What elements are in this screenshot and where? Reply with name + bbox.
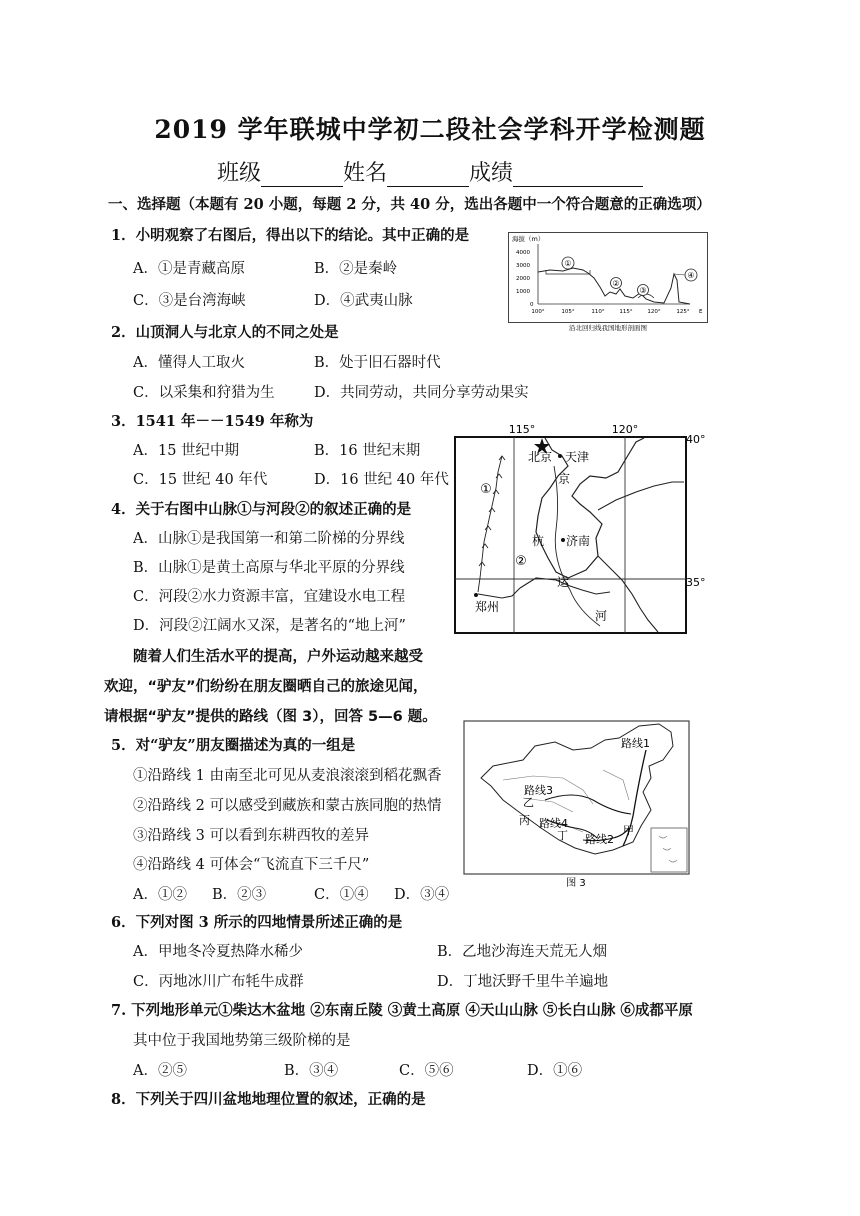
q6-stem: 6．下列对图 3 所示的四地情景所述正确的是: [111, 914, 403, 931]
china-routes-map: [463, 720, 713, 890]
profile-xtick-120: 120°: [647, 309, 661, 315]
q2-option-c[interactable]: C．以采集和狩猎为生: [133, 385, 275, 401]
q5-statement-2: ②沿路线 2 可以感受到藏族和蒙古族同胞的热情: [133, 798, 442, 814]
q5-option-c[interactable]: C．①④: [314, 887, 369, 903]
profile-marker-1-label: ①: [564, 259, 572, 268]
q6-option-a[interactable]: A．甲地冬冷夏热降水稀少: [133, 944, 303, 960]
map-label-hang: 杭: [532, 534, 545, 548]
name-label: 姓名: [342, 161, 387, 186]
profile-y-label: 海拔（m）: [512, 235, 545, 243]
q3-option-a[interactable]: A．15 世纪中期: [133, 443, 240, 459]
q4-option-b[interactable]: B．山脉①是黄土高原与华北平原的分界线: [133, 560, 405, 576]
map-lon-115: 115°: [508, 423, 536, 436]
profile-ytick-2000: 2000: [516, 276, 530, 282]
profile-xtick-115: 115°: [619, 309, 633, 315]
south-sea-inset: [651, 828, 687, 872]
profile-xtick-110: 110°: [591, 309, 605, 315]
map-lon-120: 120°: [611, 423, 639, 436]
profile-marker-3-label: ③: [639, 286, 647, 295]
narrative-line-1: 随着人们生活水平的提高，户外运动越来越受: [133, 649, 423, 665]
profile-ytick-3000: 3000: [516, 263, 530, 269]
map-mountain-marker: ①: [480, 482, 492, 497]
student-info-line: [0, 156, 860, 187]
map-label-jinan: 济南: [566, 534, 591, 548]
name-blank[interactable]: [387, 164, 469, 187]
q7-option-a[interactable]: A．②⑤: [133, 1063, 187, 1079]
q3-option-b[interactable]: B．16 世纪末期: [314, 443, 421, 459]
map-river-marker: ②: [515, 554, 527, 569]
class-label: 班级: [216, 161, 261, 186]
q3-option-d[interactable]: D．16 世纪 40 年代: [314, 472, 449, 488]
q4-option-d[interactable]: D．河段②江阔水又深，是著名的“地上河”: [133, 618, 406, 634]
q4-stem: 4．关于右图中山脉①与河段②的叙述正确的是: [111, 501, 412, 518]
q5-option-d[interactable]: D．③④: [394, 887, 450, 903]
map-lat-35: 35°: [686, 576, 706, 589]
q5-stem: 5．对“驴友”朋友圈描述为真的一组是: [111, 737, 356, 754]
q2-stem: 2．山顶洞人与北京人的不同之处是: [111, 324, 339, 341]
profile-xtick-100: 100°: [531, 309, 545, 315]
profile-caption: 沿北回归线我国地形剖面图: [569, 324, 647, 332]
map-label-tianjin: 天津: [565, 450, 590, 464]
q1-option-a[interactable]: A．①是青藏高原: [133, 261, 245, 277]
q7-option-b[interactable]: B．③④: [284, 1063, 339, 1079]
q5-statement-4: ④沿路线 4 可体会“飞流直下三千尺”: [133, 857, 370, 873]
q5-option-a[interactable]: A．①②: [133, 887, 187, 903]
route-4-label: 路线4: [539, 817, 568, 830]
route-1-label: 路线1: [621, 737, 650, 750]
q5-statement-3: ③沿路线 3 可以看到东耕西牧的差异: [133, 828, 369, 844]
route-2-label: 路线2: [585, 833, 614, 846]
narrative-line-2: 欢迎，“驴友”们纷纷在朋友圈晒自己的旅途见闻，: [104, 679, 428, 695]
q6-option-c[interactable]: C．丙地冰川广布牦牛成群: [133, 974, 304, 990]
q7-option-d[interactable]: D．①⑥: [527, 1063, 583, 1079]
q1-option-b[interactable]: B．②是秦岭: [314, 261, 398, 277]
section-heading: 一、选择题（本题有 20 小题，每题 2 分，共 40 分，选出各题中一个符合题意的正确选项）: [108, 196, 711, 213]
q6-option-d[interactable]: D．丁地沃野千里牛羊遍地: [437, 974, 609, 990]
q1-option-c[interactable]: C．③是台湾海峡: [133, 293, 246, 309]
profile-ytick-1000: 1000: [516, 289, 530, 295]
place-jia-label: 甲: [623, 824, 634, 837]
map-label-yun: 运: [557, 575, 570, 589]
q7-option-c[interactable]: C．⑤⑥: [399, 1063, 454, 1079]
q1-option-d[interactable]: D．④武夷山脉: [314, 293, 413, 309]
page-title: 2019 学年联城中学初二段社会学科开学检测题: [154, 115, 706, 144]
place-bing-label: 丙: [519, 814, 530, 827]
q2-option-d[interactable]: D．共同劳动，共同分享劳动果实: [314, 385, 529, 401]
profile-xtick-125: 125°: [676, 309, 690, 315]
class-blank[interactable]: [261, 164, 343, 187]
q2-option-a[interactable]: A．懂得人工取火: [133, 355, 245, 371]
q1-stem: 1．小明观察了右图后，得出以下的结论。其中正确的是: [111, 227, 470, 244]
map-label-jing: 京: [558, 472, 571, 486]
q5-option-b[interactable]: B．②③: [212, 887, 267, 903]
q7-stem: 7. 下列地形单元①柴达木盆地 ②东南丘陵 ③黄土高原 ④天山山脉 ⑤长白山脉 ⑥成都平原: [111, 1002, 693, 1019]
place-yi-label: 乙: [523, 796, 534, 809]
q8-stem: 8．下列关于四川盆地地理位置的叙述，正确的是: [111, 1091, 426, 1108]
q4-option-c[interactable]: C．河段②水力资源丰富，宜建设水电工程: [133, 589, 406, 605]
q5-statement-1: ①沿路线 1 由南至北可见从麦浪滚滚到稻花飘香: [133, 768, 442, 784]
profile-xtick-105: 105°: [561, 309, 575, 315]
map-lat-40: 40°: [686, 433, 706, 446]
map-label-beijing: 北京: [528, 450, 553, 464]
q3-option-c[interactable]: C．15 世纪 40 年代: [133, 472, 268, 488]
q3-stem: 3．1541 年－－1549 年称为: [111, 413, 314, 430]
profile-ytick-4000: 4000: [516, 250, 530, 256]
profile-marker-2-label: ②: [612, 279, 620, 288]
q7-stem-2: 其中位于我国地势第三级阶梯的是: [133, 1033, 351, 1049]
fig3-caption: 图 3: [566, 878, 586, 889]
q2-option-b[interactable]: B．处于旧石器时代: [314, 355, 441, 371]
terrain-profile-figure: [508, 232, 708, 332]
profile-ytick-0: 0: [530, 302, 534, 308]
map-label-zhengzhou: 郑州: [475, 600, 500, 614]
north-china-map: [450, 420, 710, 638]
route-3-label: 路线3: [524, 784, 553, 797]
q6-option-b[interactable]: B．乙地沙海连天荒无人烟: [437, 944, 608, 960]
place-ding-label: 丁: [557, 829, 568, 842]
q4-option-a[interactable]: A．山脉①是我国第一和第二阶梯的分界线: [133, 531, 405, 547]
narrative-line-3: 请根据“驴友”提供的路线（图 3），回答 5—6 题。: [104, 709, 437, 725]
score-blank[interactable]: [513, 164, 643, 187]
score-label: 成绩: [469, 161, 514, 186]
map-label-he: 河: [595, 609, 608, 623]
profile-marker-4-label: ④: [687, 271, 695, 280]
profile-east-label: E: [699, 309, 703, 315]
